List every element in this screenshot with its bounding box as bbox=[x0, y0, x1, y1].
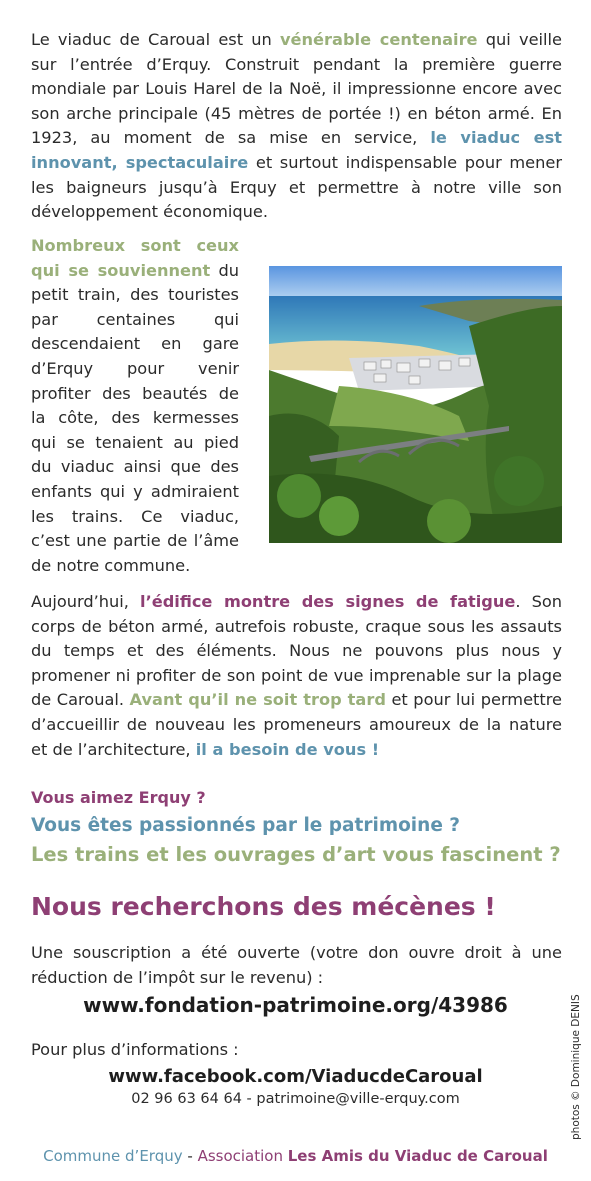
footer-separator: - bbox=[182, 1147, 198, 1165]
today-paragraph bbox=[31, 590, 562, 762]
headline: Nous recherchons des mécènes ! bbox=[31, 892, 496, 921]
intro-paragraph bbox=[31, 28, 562, 225]
intro-text-1: Le viaduc de Caroual est un bbox=[31, 30, 280, 49]
footer-association-label: Association bbox=[197, 1147, 288, 1165]
more-info-label: Pour plus d’informations : bbox=[31, 1040, 239, 1059]
intro-highlight-2: le viaduc est innovant, spectaculaire bbox=[31, 128, 562, 172]
memories-paragraph bbox=[31, 234, 239, 578]
question-erquy: Vous aimez Erquy ? bbox=[31, 788, 206, 807]
memories-text: du petit train, des touristes par centaines qui descendaient en gare d’Erquy pour venir profiter des beautés de la côte, des kermesses qui se tenaient au pied du viaduc ainsi que des enfants qui y admiraient les trains. Ce viaduc, c’est une partie de l’âme de notre commune. bbox=[31, 260, 239, 575]
foundation-link[interactable]: www.fondation-patrimoine.org/43986 bbox=[83, 993, 508, 1017]
today-highlight-1: l’édifice montre des signes de fatigue bbox=[140, 592, 516, 611]
facebook-link[interactable]: www.facebook.com/ViaducdeCaroual bbox=[108, 1066, 483, 1087]
subscription-text: Une souscription a été ouverte (votre don ouvre droit à une réduction de l’impôt sur le revenu) : bbox=[31, 943, 562, 987]
question-trains: Les trains et les ouvrages d’art vous fascinent ? bbox=[31, 843, 561, 866]
footer bbox=[0, 1147, 591, 1165]
contact-line: 02 96 63 64 64 - patrimoine@ville-erquy.com bbox=[131, 1091, 460, 1107]
intro-text-3: et surtout indispensable pour mener les baigneurs jusqu’à Erquy et permettre à notre ville son développement économique. bbox=[31, 152, 562, 222]
viaduct-photo bbox=[269, 266, 562, 543]
today-highlight-2: Avant qu’il ne soit trop tard bbox=[129, 690, 386, 710]
today-text-2: . Son corps de béton armé, autrefois robuste, craque sous les assauts du temps et des éléments. Nous ne pouvons plus nous y promener ni profiter de son point de vue imprenable sur la plage de Caroual. bbox=[31, 592, 563, 710]
footer-association-name: Les Amis du Viaduc de Caroual bbox=[287, 1147, 548, 1165]
today-text-1: Aujourd’hui, bbox=[31, 592, 141, 611]
memories-highlight: Nombreux sont ceux qui se souviennent bbox=[31, 236, 239, 280]
intro-text-2: qui veille sur l’entrée d’Erquy. Construit pendant la première guerre mondiale par Louis Harel de la Noë, il impressionne encore avec son arche principale (45 mètres de portée !) en béton armé. En 1923, au moment de sa mise en service, bbox=[31, 30, 562, 148]
today-text-3: et pour lui permettre d’accueillir de nouveau les promeneurs amoureux de la nature et de l’architecture, bbox=[31, 690, 562, 759]
footer-commune: Commune d’Erquy bbox=[43, 1147, 183, 1165]
photo-credit: photos © Dominique DENIS bbox=[570, 994, 582, 1140]
today-highlight-3: il a besoin de vous ! bbox=[195, 739, 380, 759]
question-patrimoine: Vous êtes passionnés par le patrimoine ? bbox=[31, 815, 461, 836]
intro-highlight-1: vénérable centenaire bbox=[280, 30, 478, 49]
